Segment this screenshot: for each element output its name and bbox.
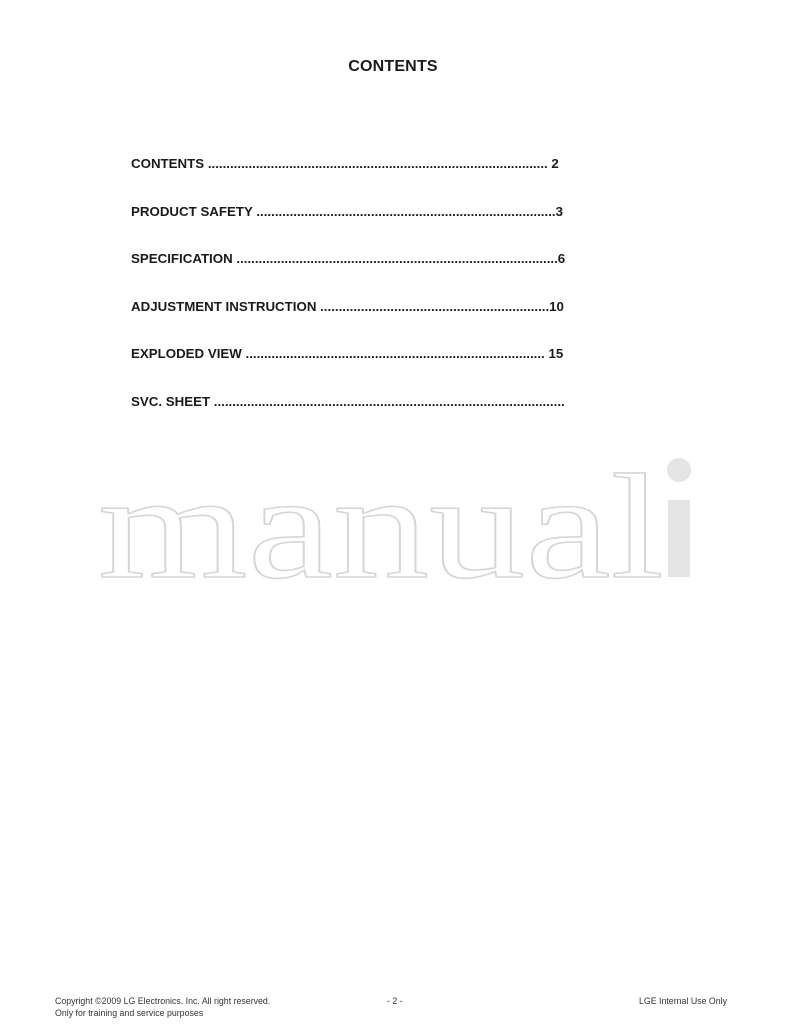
table-of-contents [131, 155, 611, 441]
page-number: - 2 - [387, 996, 403, 1006]
footer-left [55, 995, 355, 1019]
toc-entry-svc-sheet[interactable]: SVC. SHEET ............................................................................................... [131, 393, 565, 409]
page-title: CONTENTS [348, 58, 438, 75]
toc-entry-product-safety[interactable]: PRODUCT SAFETY .................................................................................3 [131, 203, 563, 219]
watermark-letter-i-dot [667, 458, 691, 482]
manualslib-watermark [98, 450, 704, 585]
toc-entry-adjustment-instruction[interactable]: ADJUSTMENT INSTRUCTION ..............................................................10 [131, 298, 564, 314]
toc-entry-specification[interactable]: SPECIFICATION .......................................................................................6 [131, 251, 566, 267]
footer-internal-notice: LGE Internal Use Only [638, 996, 727, 1006]
watermark-letter-i-stem [668, 500, 690, 577]
footer-copyright: Copyright ©2009 LG Electronics. Inc. All right reserved. [55, 996, 271, 1006]
footer-purpose: Only for training and service purposes [55, 1008, 204, 1018]
toc-entry-contents[interactable]: CONTENTS ............................................................................................ 2 [131, 156, 559, 171]
toc-entry-exploded-view[interactable]: EXPLODED VIEW ................................................................................. 15 [131, 346, 564, 362]
watermark-word: manual [98, 450, 664, 585]
